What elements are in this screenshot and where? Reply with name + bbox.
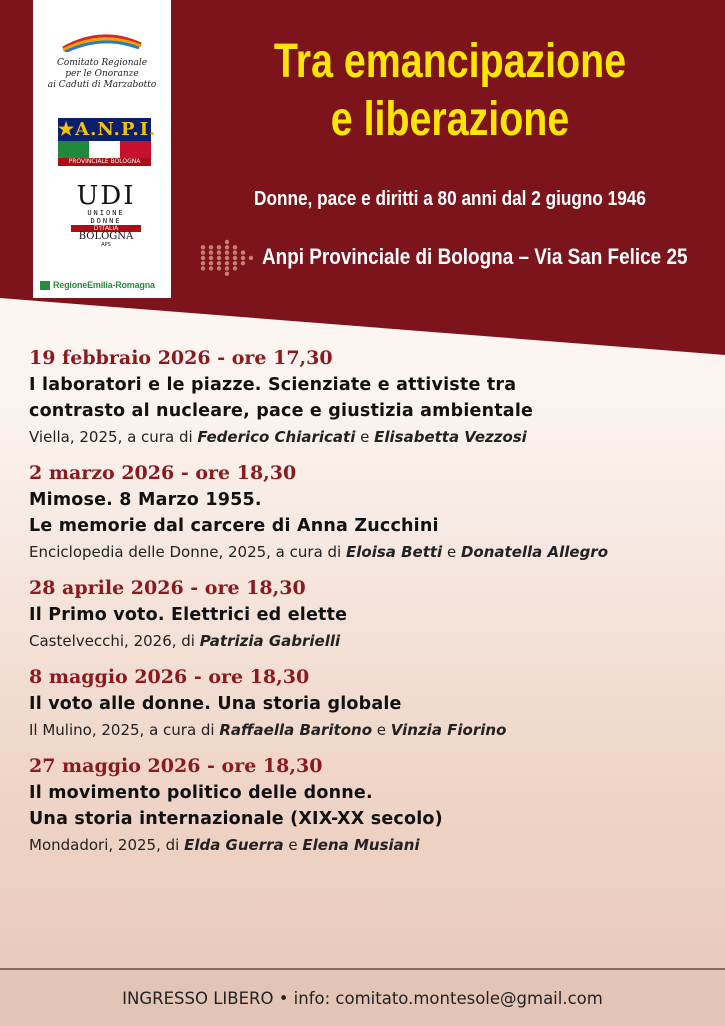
regione-flag-icon	[40, 281, 50, 290]
event-date: 19 febbraio 2026 - ore 17,30	[29, 347, 333, 369]
comitato-logo	[33, 30, 171, 91]
venue: Anpi Provinciale di Bologna – Via San Felice 25	[262, 244, 688, 269]
event-item	[29, 663, 719, 743]
udi-line2: DONNE	[90, 217, 122, 225]
event-author: Donatella Allegro	[460, 543, 609, 561]
event-title: Una storia internazionale (XIX-XX secolo)	[29, 809, 443, 829]
event-meta	[29, 628, 719, 654]
event-item	[29, 344, 719, 450]
udi-line3: D'ITALIA	[71, 225, 141, 232]
udi-city: BOLOGNA	[78, 231, 134, 242]
event-connector: e	[355, 428, 375, 446]
anpi-logo	[58, 118, 157, 168]
event-publisher: Il Mulino, 2025, a cura di	[29, 721, 220, 739]
event-item	[29, 459, 719, 565]
event-date: 2 marzo 2026 - ore 18,30	[29, 462, 297, 484]
udi-mark: UDI	[76, 181, 136, 211]
event-connector: e	[283, 836, 303, 854]
udi-line1: UNIONE	[87, 209, 125, 217]
event-publisher: Viella, 2025, a cura di	[29, 428, 198, 446]
regione-text: RegioneEmilia-Romagna	[53, 280, 155, 290]
event-title: Le memorie dal carcere di Anna Zucchini	[29, 516, 439, 536]
event-author: Elisabetta Vezzosi	[374, 428, 527, 446]
comitato-text: Comitato Regionale per le Onoranze ai Caduti di Marzabotto	[47, 58, 157, 90]
title-line-2: e liberazione	[330, 93, 570, 146]
udi-aps: APS	[101, 242, 111, 248]
regione-logo	[40, 279, 168, 291]
event-connector: e	[442, 543, 461, 561]
footer-text: INGRESSO LIBERO • info: comitato.montesole@gmail.com	[122, 988, 603, 1008]
event-meta	[29, 832, 719, 858]
udi-logo	[71, 183, 141, 248]
event-date: 28 aprile 2026 - ore 18,30	[29, 577, 306, 599]
event-date: 8 maggio 2026 - ore 18,30	[29, 666, 310, 688]
logo-panel	[33, 0, 171, 298]
event-meta	[29, 539, 719, 565]
event-author: Patrizia Gabrielli	[199, 632, 341, 650]
event-author: Elda Guerra	[184, 836, 284, 854]
event-author: Raffaella Baritono	[219, 721, 373, 739]
event-connector: e	[372, 721, 391, 739]
italian-flag-icon	[58, 141, 151, 158]
event-item	[29, 574, 719, 654]
title-line-1: Tra emancipazione	[273, 35, 627, 88]
event-author: Vinzia Fiorino	[390, 721, 507, 739]
event-meta	[29, 717, 719, 743]
page-subtitle: Donne, pace e diritti a 80 anni dal 2 giugno 1946	[254, 188, 646, 210]
rainbow-icon	[59, 30, 145, 52]
event-title: Il movimento politico delle donne.	[29, 783, 373, 803]
event-meta	[29, 424, 719, 450]
event-author: Federico Chiaricati	[197, 428, 356, 446]
event-title: Il voto alle donne. Una storia globale	[29, 694, 402, 714]
event-title: Il Primo voto. Elettrici ed elette	[29, 605, 348, 625]
event-author: Elena Musiani	[302, 836, 420, 854]
event-title: contrasto al nucleare, pace e giustizia ambientale	[29, 401, 534, 421]
event-title: I laboratori e le piazze. Scienziate e attiviste tra	[29, 375, 517, 395]
event-title: Mimose. 8 Marzo 1955.	[29, 490, 262, 510]
dots-arrow-icon	[199, 238, 255, 278]
events-list	[29, 344, 719, 867]
event-author: Eloisa Betti	[346, 543, 443, 561]
event-publisher: Enciclopedia delle Donne, 2025, a cura di	[29, 543, 346, 561]
anpi-sub: PROVINCIALE BOLOGNA	[58, 158, 151, 166]
event-date: 27 maggio 2026 - ore 18,30	[29, 755, 323, 777]
anpi-label: ★A.N.P.I.	[58, 119, 157, 140]
footer	[0, 968, 725, 1026]
event-publisher: Mondadori, 2025, di	[29, 836, 185, 854]
page-title	[237, 33, 663, 149]
event-item	[29, 752, 719, 858]
event-publisher: Castelvecchi, 2026, di	[29, 632, 200, 650]
